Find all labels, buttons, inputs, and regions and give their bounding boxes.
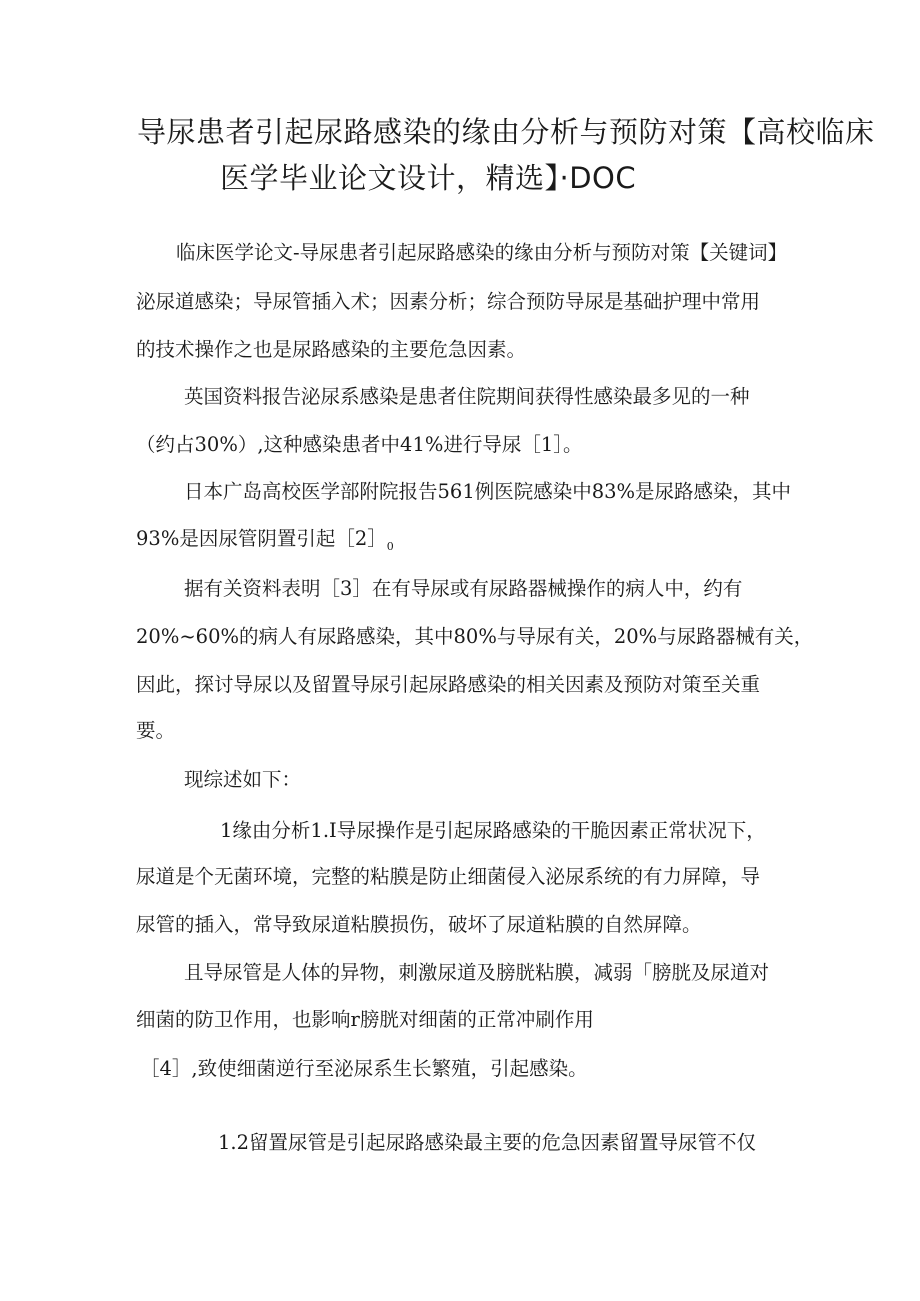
paragraph-line: 20%~60%的病人有尿路感染，其中80%与导尿有关，20%与尿路器械有关， (136, 625, 814, 648)
paragraph-line: ［4］,致使细菌逆行至泌尿系生长繁殖，引起感染。 (140, 1057, 588, 1080)
paragraph-line: 要。 (136, 719, 176, 742)
paragraph-line: 尿管的插入，常导致尿道粘膜损伤，破坏了尿道粘膜的自然屏障。 (136, 913, 702, 936)
section-heading-line: 1缘由分析1.I导尿操作是引起尿路感染的干脆因素正常状况下， (220, 819, 766, 842)
document-title-line-2: 医学毕业论文设计，精选】·DOC (220, 161, 637, 195)
document-title-line-1: 导尿患者引起尿路感染的缘由分析与预防对策【高校临床 (137, 115, 875, 149)
paragraph-line: 英国资料报告泌尿系感染是患者住院期间获得性感染最多见的一种 (184, 385, 750, 408)
paragraph-line: 的技术操作之也是尿路感染的主要危急因素。 (136, 338, 527, 361)
paragraph-line: 临床医学论文-导尿患者引起尿路感染的缘由分析与预防对策【关键词】 (176, 241, 788, 264)
paragraph-line: 据有关资料表明［3］在有导尿或有尿路器械操作的病人中，约有 (184, 577, 743, 600)
paragraph-line: 且导尿管是人体的异物，刺激尿道及膀胱粘膜，减弱「膀胱及尿道对 (184, 961, 770, 984)
paragraph-line: 现综述如下： (184, 768, 302, 791)
paragraph-line: 细菌的防卫作用，也影响r膀胱对细菌的正常冲刷作用 (136, 1008, 594, 1031)
subscript-mark: 0 (386, 539, 394, 553)
paragraph-line: 泌尿道感染；导尿管插入术；因素分析；综合预防导尿是基础护理中常用 (136, 290, 761, 313)
paragraph-line: （约占30%）,这种感染患者中41%进行导尿［1］。 (136, 433, 583, 456)
paragraph-line: 尿道是个无菌环境，完整的粘膜是防止细菌侵入泌尿系统的有力屏障，导 (136, 865, 761, 888)
paragraph-line: 日本广岛高校医学部附院报告561例医院感染中83%是尿路感染，其中 (184, 480, 792, 503)
paragraph-line (136, 523, 394, 553)
paragraph-line: 因此，探讨导尿以及留置导尿引起尿路感染的相关因素及预防对策至关重 (136, 673, 761, 696)
section-heading-line: 1.2留置尿管是引起尿路感染最主要的危急因素留置导尿管不仅 (218, 1131, 757, 1154)
paragraph-text: 93%是因尿管阴置引起［2］ (136, 527, 387, 550)
